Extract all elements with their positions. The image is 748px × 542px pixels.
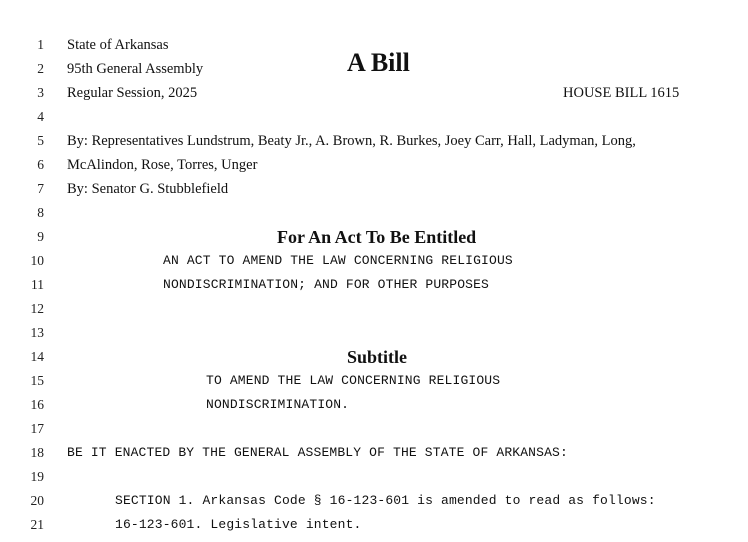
sponsors-senator: By: Senator G. Stubblefield <box>67 181 229 197</box>
general-assembly: 95th General Assembly <box>67 61 204 77</box>
line-number: 15 <box>30 373 44 388</box>
section-line: SECTION 1. Arkansas Code § 16-123-601 is amended to read as follows: <box>115 493 656 508</box>
section-line: 16-123-601. Legislative intent. <box>115 517 362 532</box>
line-number: 13 <box>30 325 44 340</box>
subtitle-line: TO AMEND THE LAW CONCERNING RELIGIOUS <box>206 373 501 388</box>
line-number: 12 <box>30 301 44 316</box>
line-number: 8 <box>37 205 44 220</box>
act-title-line: NONDISCRIMINATION; AND FOR OTHER PURPOSES <box>163 277 490 292</box>
act-title-line: AN ACT TO AMEND THE LAW CONCERNING RELIGIOUS <box>163 253 513 268</box>
sponsors-representatives-cont: McAlindon, Rose, Torres, Unger <box>67 157 258 173</box>
line-number: 18 <box>30 445 44 460</box>
line-number: 16 <box>30 397 44 412</box>
line-number: 10 <box>30 253 44 268</box>
line-number: 7 <box>37 181 44 196</box>
line-number: 17 <box>30 421 44 436</box>
entitled-heading: For An Act To Be Entitled <box>277 227 477 247</box>
line-number: 19 <box>30 469 44 484</box>
line-number: 4 <box>37 109 44 124</box>
line-number: 14 <box>30 349 44 364</box>
enacting-clause: BE IT ENACTED BY THE GENERAL ASSEMBLY OF THE STATE OF ARKANSAS: <box>67 445 568 460</box>
bill-title: A Bill <box>347 48 410 77</box>
subtitle-line: NONDISCRIMINATION. <box>206 397 350 412</box>
session: Regular Session, 2025 <box>67 85 198 101</box>
line-number: 9 <box>37 229 44 244</box>
line-number: 11 <box>31 277 44 292</box>
line-number: 20 <box>30 493 44 508</box>
subtitle-heading: Subtitle <box>347 347 408 367</box>
line-number: 1 <box>37 37 44 52</box>
sponsors-representatives: By: Representatives Lundstrum, Beaty Jr., A. Brown, R. Burkes, Joey Carr, Hall, Ladyman, Long, <box>67 133 636 149</box>
line-number: 2 <box>37 61 44 76</box>
line-number: 21 <box>30 517 44 532</box>
state-name: State of Arkansas <box>67 37 169 53</box>
line-number: 5 <box>37 133 44 148</box>
line-number: 6 <box>37 157 44 172</box>
line-number: 3 <box>37 85 44 100</box>
bill-number: HOUSE BILL 1615 <box>563 85 680 101</box>
